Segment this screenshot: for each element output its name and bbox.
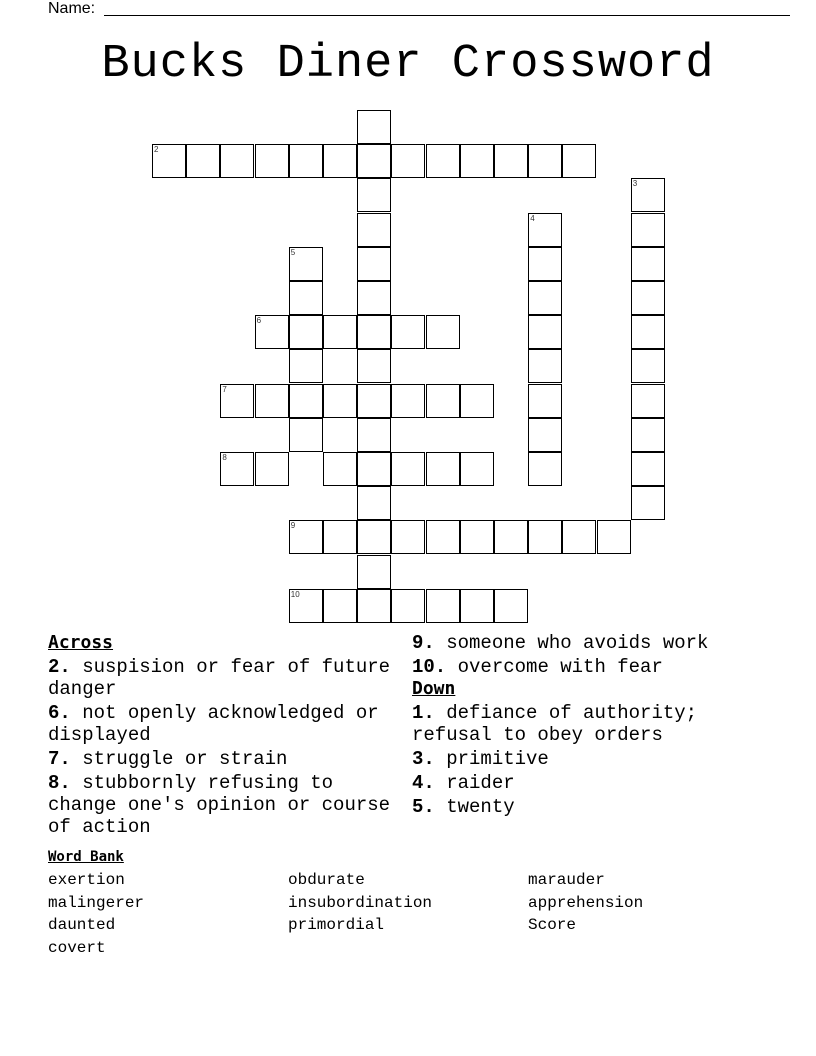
clue-number: 7. — [48, 748, 71, 770]
grid-cell[interactable] — [357, 520, 391, 554]
grid-cell[interactable] — [255, 144, 289, 178]
clue-number: 2. — [48, 656, 71, 678]
down-clue-5 — [412, 796, 772, 818]
grid-cell[interactable] — [289, 349, 323, 383]
across-heading: Across — [48, 632, 114, 653]
down-heading: Down — [412, 678, 456, 699]
grid-cell[interactable] — [494, 520, 528, 554]
grid-cell[interactable] — [323, 520, 357, 554]
grid-cell[interactable] — [357, 213, 391, 247]
grid-cell[interactable] — [528, 349, 562, 383]
grid-cell[interactable] — [152, 144, 186, 178]
clue-number-label: 4 — [530, 213, 535, 223]
grid-cell[interactable] — [289, 384, 323, 418]
grid-cell[interactable] — [289, 144, 323, 178]
word-bank-heading: Word Bank — [48, 849, 124, 865]
grid-cell[interactable] — [357, 247, 391, 281]
grid-cell[interactable] — [357, 555, 391, 589]
clue-number: 1. — [412, 702, 435, 724]
grid-cell[interactable] — [391, 315, 425, 349]
grid-cell[interactable] — [528, 281, 562, 315]
grid-cell[interactable] — [323, 384, 357, 418]
clue-text: twenty — [446, 796, 515, 818]
across-clue-2 — [48, 656, 400, 700]
clue-number: 5. — [412, 796, 435, 818]
across-clue-10 — [412, 656, 772, 678]
clues-right-column — [412, 632, 772, 818]
clue-text: raider — [446, 772, 515, 794]
word-bank-item: daunted — [48, 916, 116, 935]
grid-cell[interactable] — [323, 144, 357, 178]
grid-cell[interactable] — [357, 384, 391, 418]
clue-text: struggle or strain — [82, 748, 288, 770]
word-bank-item: insubordination — [288, 893, 433, 912]
grid-cell[interactable] — [562, 520, 596, 554]
clue-number-label: 9 — [290, 521, 296, 531]
clue-number: 3. — [412, 748, 435, 770]
grid-cell[interactable] — [426, 452, 460, 486]
grid-cell[interactable] — [391, 452, 425, 486]
clue-text: defiance of authority; refusal to obey orders — [412, 702, 698, 746]
across-clue-6 — [48, 702, 400, 746]
grid-cell[interactable] — [357, 281, 391, 315]
grid-cell[interactable] — [597, 520, 631, 554]
grid-cell[interactable] — [289, 281, 323, 315]
clue-text: suspision or fear of future danger — [48, 656, 391, 700]
name-label: Name: — [48, 0, 96, 17]
word-bank-item: covert — [48, 938, 106, 957]
grid-cell[interactable] — [391, 384, 425, 418]
clue-number: 9. — [412, 632, 435, 654]
grid-cell[interactable] — [289, 520, 323, 554]
down-clue-3 — [412, 748, 772, 770]
grid-cell[interactable] — [528, 418, 562, 452]
grid-cell[interactable] — [391, 144, 425, 178]
grid-cell[interactable] — [357, 486, 391, 520]
grid-cell[interactable] — [391, 589, 425, 623]
grid-cell[interactable] — [323, 452, 357, 486]
grid-cell[interactable] — [289, 315, 323, 349]
grid-cell[interactable] — [426, 315, 460, 349]
grid-cell[interactable] — [631, 213, 665, 247]
grid-cell[interactable] — [426, 520, 460, 554]
grid-cell[interactable] — [460, 384, 494, 418]
clues-left-column — [48, 632, 400, 838]
grid-cell[interactable] — [528, 213, 562, 247]
clue-number-label: 3 — [632, 179, 638, 189]
clue-number-label: 6 — [256, 316, 262, 326]
clue-number-label: 2 — [154, 145, 159, 155]
word-bank-item: apprehension — [528, 893, 644, 912]
word-bank-item: Score — [528, 916, 577, 935]
clue-number-label: 10 — [290, 589, 300, 599]
grid-cell[interactable] — [460, 520, 494, 554]
clue-number: 8. — [48, 772, 71, 794]
word-bank-item: exertion — [48, 871, 125, 889]
across-clue-9 — [412, 632, 772, 654]
grid-cell[interactable] — [426, 384, 460, 418]
clue-text: not openly acknowledged or displayed — [48, 702, 379, 746]
grid-cell[interactable] — [357, 144, 391, 178]
page-title: Bucks Diner Crossword — [101, 38, 715, 91]
grid-cell[interactable] — [528, 384, 562, 418]
grid-cell[interactable] — [631, 349, 665, 383]
clue-text: primitive — [446, 748, 549, 770]
grid-cell[interactable] — [323, 589, 357, 623]
grid-cell[interactable] — [220, 384, 254, 418]
grid-cell[interactable] — [528, 315, 562, 349]
grid-cell[interactable] — [631, 384, 665, 418]
grid-cell[interactable] — [426, 144, 460, 178]
grid-cell[interactable] — [528, 144, 562, 178]
grid-cell[interactable] — [357, 315, 391, 349]
clue-number: 4. — [412, 772, 435, 794]
grid-cell[interactable] — [460, 452, 494, 486]
grid-cell[interactable] — [528, 452, 562, 486]
grid-cell[interactable] — [357, 110, 391, 144]
grid-cell[interactable] — [255, 315, 289, 349]
grid-cell[interactable] — [631, 281, 665, 315]
grid-cell[interactable] — [460, 144, 494, 178]
grid-cell[interactable] — [255, 384, 289, 418]
clue-text: stubbornly refusing to change one's opinion or course of action — [48, 772, 391, 838]
down-clue-1 — [412, 702, 772, 746]
grid-cell[interactable] — [460, 589, 494, 623]
grid-cell[interactable] — [528, 247, 562, 281]
grid-cell[interactable] — [631, 452, 665, 486]
grid-cell[interactable] — [631, 315, 665, 349]
grid-cell[interactable] — [289, 247, 323, 281]
grid-cell[interactable] — [186, 144, 220, 178]
across-clue-7 — [48, 748, 400, 770]
across-clue-8 — [48, 772, 400, 838]
down-clue-4 — [412, 772, 772, 794]
word-bank-item: primordial — [288, 916, 385, 935]
word-bank-item: obdurate — [288, 871, 365, 889]
grid-cell[interactable] — [220, 452, 254, 486]
clue-number-label: 7 — [222, 384, 227, 394]
grid-cell[interactable] — [357, 178, 391, 212]
grid-cell[interactable] — [357, 589, 391, 623]
clue-text: overcome with fear — [457, 656, 663, 678]
grid-cell[interactable] — [220, 144, 254, 178]
grid-cell[interactable] — [631, 486, 665, 520]
clue-number: 10. — [412, 656, 447, 678]
grid-cell[interactable] — [289, 418, 323, 452]
word-bank-item: marauder — [528, 871, 605, 889]
clue-text: someone who avoids work — [446, 632, 709, 654]
clue-number-label: 8 — [222, 453, 227, 462]
grid-cell[interactable] — [631, 178, 665, 212]
grid-cell[interactable] — [631, 247, 665, 281]
grid-cell[interactable] — [391, 520, 425, 554]
grid-cell[interactable] — [426, 589, 460, 623]
grid-cell[interactable] — [528, 520, 562, 554]
grid-cell[interactable] — [357, 452, 391, 486]
grid-cell[interactable] — [289, 589, 323, 623]
grid-cell[interactable] — [631, 418, 665, 452]
grid-cell[interactable] — [357, 418, 391, 452]
clue-number: 6. — [48, 702, 71, 724]
grid-cell[interactable] — [494, 144, 528, 178]
grid-cell[interactable] — [562, 144, 596, 178]
grid-cell[interactable] — [323, 315, 357, 349]
clue-number-label: 5 — [290, 247, 296, 257]
grid-cell[interactable] — [494, 589, 528, 623]
grid-cell[interactable] — [255, 452, 289, 486]
grid-cell[interactable] — [357, 349, 391, 383]
word-bank-item: malingerer — [48, 893, 145, 912]
